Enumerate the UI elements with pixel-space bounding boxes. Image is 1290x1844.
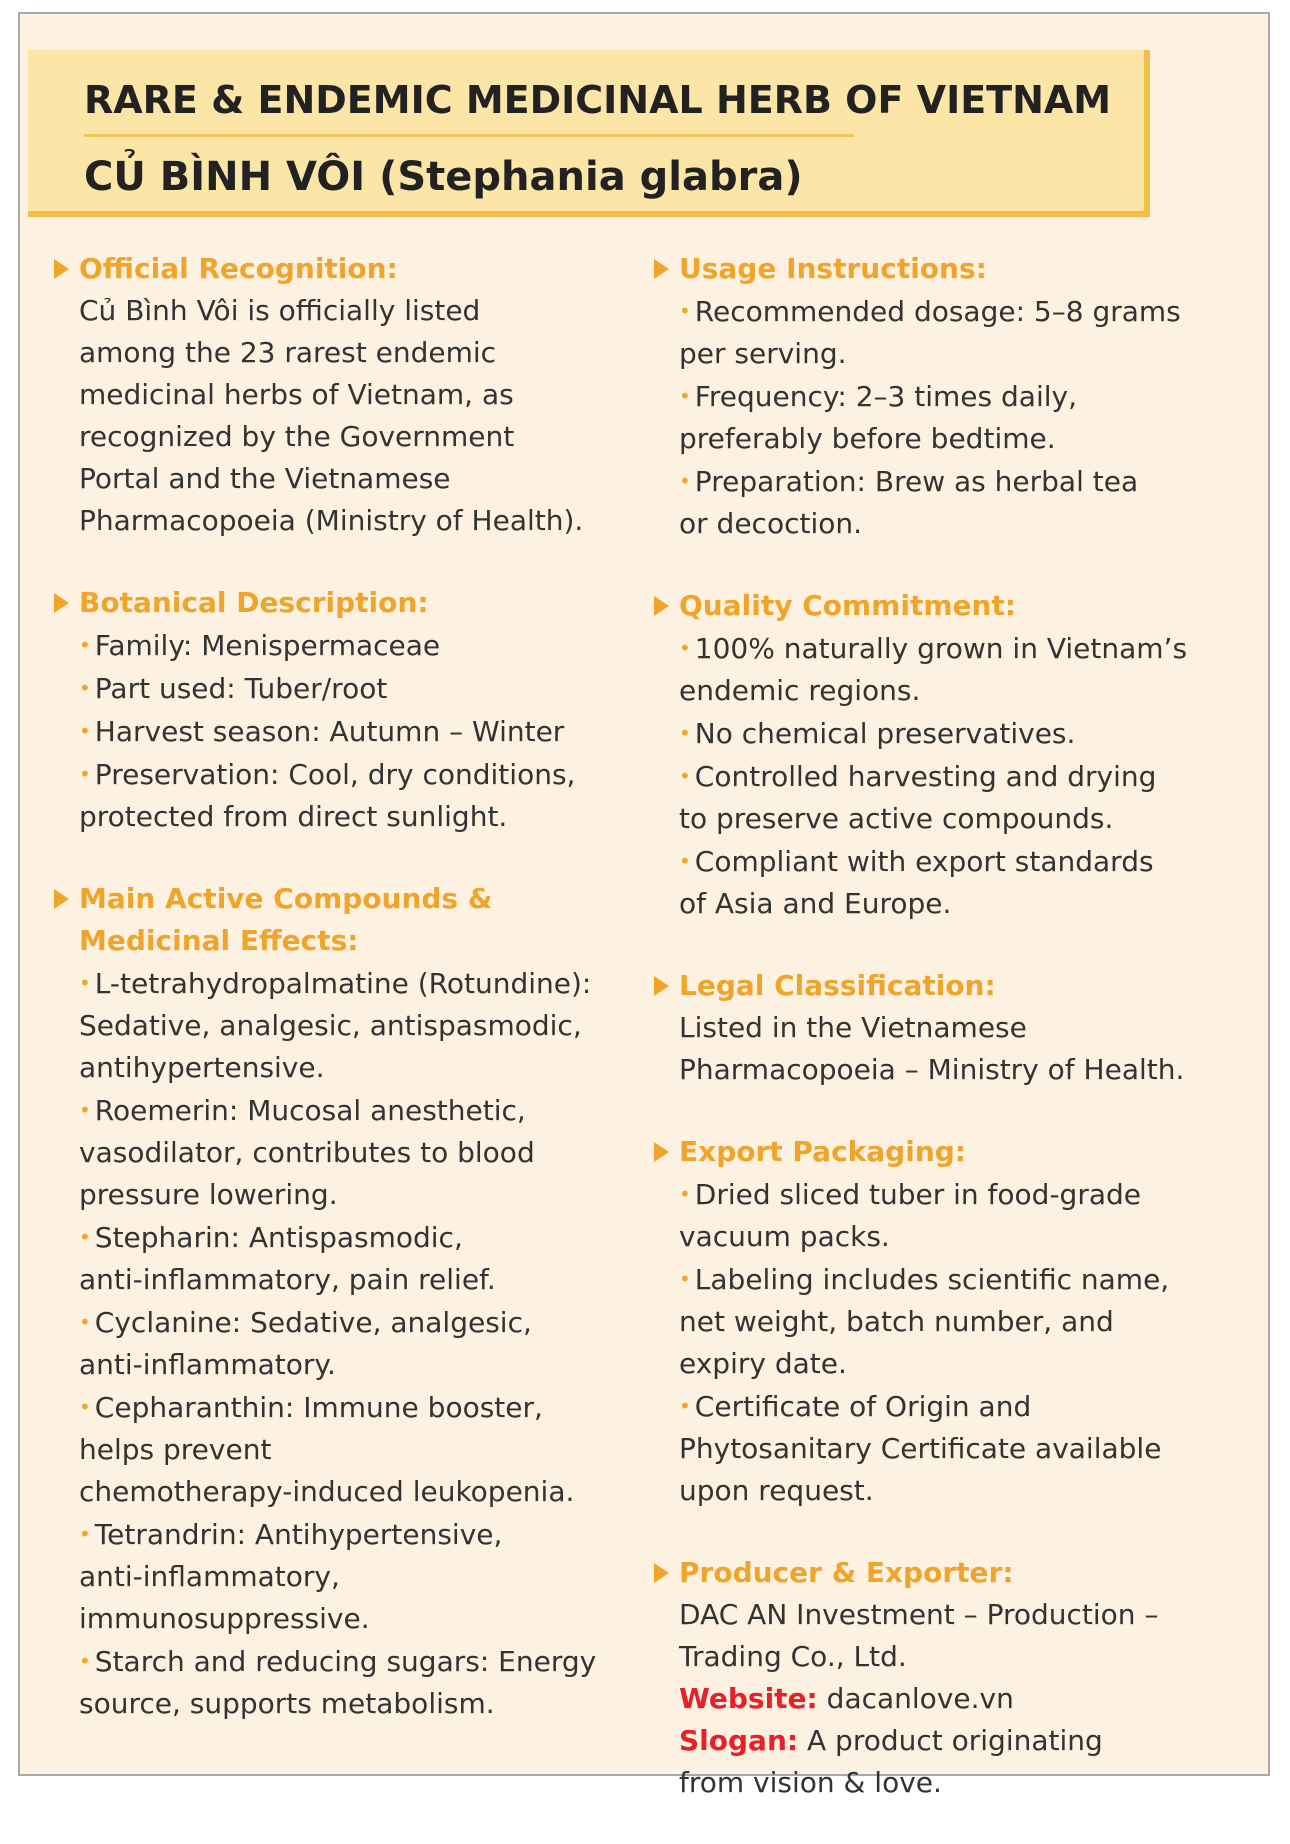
list-item: • Roemerin: Mucosal anesthetic, — [79, 1094, 526, 1127]
bullet-dot-icon: • — [679, 1182, 691, 1206]
section-title: Legal Classification: — [679, 969, 996, 1002]
section-body — [52, 290, 652, 542]
section-body — [652, 627, 1252, 925]
text-line: chemotherapy-induced leukopenia. — [79, 1475, 575, 1508]
section-title: Usage Instructions: — [679, 252, 987, 285]
triangle-bullet-icon — [54, 259, 69, 279]
website-row — [679, 1678, 1252, 1720]
text-line: pressure lowering. — [79, 1178, 338, 1211]
bullet-dot-icon: • — [79, 1522, 91, 1546]
list-item: • Recommended dosage: 5–8 grams — [679, 295, 1181, 328]
text-line: Listed in the Vietnamese — [679, 1011, 1027, 1044]
slogan-label: Slogan: — [679, 1724, 799, 1757]
triangle-bullet-icon — [654, 259, 669, 279]
section-heading — [52, 582, 652, 624]
text-line: net weight, batch number, and — [679, 1305, 1114, 1338]
text-line: medicinal herbs of Vietnam, as — [79, 378, 514, 411]
text-line: per serving. — [679, 337, 847, 370]
bullet-dot-icon: • — [79, 1225, 91, 1249]
section-title: Quality Commitment: — [679, 589, 1017, 622]
section-active-compounds — [52, 878, 652, 1725]
bullet-dot-icon: • — [679, 721, 691, 745]
text-line: upon request. — [679, 1474, 874, 1507]
text-line: endemic regions. — [679, 674, 921, 707]
banner-title: RARE & ENDEMIC MEDICINAL HERB OF VIETNAM — [84, 78, 1112, 122]
bullet-dot-icon: • — [79, 1395, 91, 1419]
right-column — [652, 248, 1252, 1844]
text-line: Phytosanitary Certificate available — [679, 1432, 1162, 1465]
list-item: • Preservation: Cool, dry conditions, — [79, 758, 576, 791]
text-line: Portal and the Vietnamese — [79, 462, 451, 495]
list-item: • Part used: Tuber/root — [79, 672, 388, 705]
text-line: helps prevent — [79, 1433, 272, 1466]
section-export-packaging — [652, 1131, 1252, 1512]
list-item: • 100% naturally grown in Vietnam’s — [679, 632, 1188, 665]
text-line: anti-inflammatory, — [79, 1560, 340, 1593]
list-item: • Labeling includes scientific name, — [679, 1263, 1170, 1296]
section-quality-commitment — [652, 585, 1252, 925]
section-title: Export Packaging: — [679, 1135, 966, 1168]
text-line: anti-inflammatory. — [79, 1348, 336, 1381]
text-line: vacuum packs. — [679, 1220, 890, 1253]
bullet-dot-icon: • — [79, 971, 91, 995]
section-body — [52, 962, 652, 1725]
bullet-dot-icon: • — [79, 1098, 91, 1122]
list-item: • Controlled harvesting and drying — [679, 760, 1157, 793]
bullet-dot-icon: • — [79, 1649, 91, 1673]
section-title: Official Recognition: — [79, 252, 398, 285]
list-item: • Stepharin: Antispasmodic, — [79, 1221, 463, 1254]
section-producer-exporter — [652, 1552, 1252, 1804]
text-line: Củ Bình Vôi is officially listed — [79, 294, 481, 327]
triangle-bullet-icon — [654, 1563, 669, 1583]
section-heading — [52, 878, 652, 962]
section-body — [652, 290, 1252, 545]
text-line: preferably before bedtime. — [679, 422, 1056, 455]
list-item: • Family: Menispermaceae — [79, 629, 441, 662]
text-line: Trading Co., Ltd. — [679, 1640, 907, 1673]
section-title: Main Active Compounds & Medicinal Effects: — [79, 882, 493, 957]
text-line: DAC AN Investment – Production – — [679, 1598, 1159, 1631]
triangle-bullet-icon — [654, 1142, 669, 1162]
text-line: immunosuppressive. — [79, 1602, 370, 1635]
text-line: to preserve active compounds. — [679, 802, 1114, 835]
bullet-dot-icon: • — [79, 633, 91, 657]
section-body — [652, 1007, 1252, 1091]
list-item: • Certificate of Origin and — [679, 1390, 1032, 1423]
banner-divider — [84, 134, 854, 137]
list-item: • Preparation: Brew as herbal tea — [679, 465, 1139, 498]
bullet-dot-icon: • — [679, 469, 691, 493]
bullet-dot-icon: • — [79, 719, 91, 743]
text-line: vasodilator, contributes to blood — [79, 1136, 535, 1169]
bullet-dot-icon: • — [79, 676, 91, 700]
section-title: Botanical Description: — [79, 586, 429, 619]
triangle-bullet-icon — [54, 889, 69, 909]
list-item: • Tetrandrin: Antihypertensive, — [79, 1518, 503, 1551]
website-link[interactable]: dacanlove.vn — [826, 1682, 1014, 1715]
triangle-bullet-icon — [654, 976, 669, 996]
bullet-dot-icon: • — [79, 1310, 91, 1334]
section-official-recognition — [52, 248, 652, 542]
text-line: protected from direct sunlight. — [79, 800, 508, 833]
text-line: antihypertensive. — [79, 1051, 325, 1084]
banner-subtitle: CỦ BÌNH VÔI (Stephania glabra) — [84, 154, 803, 200]
bullet-dot-icon: • — [679, 384, 691, 408]
text-line: of Asia and Europe. — [679, 887, 952, 920]
section-body — [652, 1594, 1252, 1804]
section-body — [52, 624, 652, 838]
section-heading — [652, 585, 1252, 627]
list-item: • Harvest season: Autumn – Winter — [79, 715, 565, 748]
list-item: • No chemical preservatives. — [679, 717, 1076, 750]
text-line: expiry date. — [679, 1347, 847, 1380]
triangle-bullet-icon — [54, 593, 69, 613]
section-heading — [652, 1131, 1252, 1173]
triangle-bullet-icon — [654, 596, 669, 616]
text-line: source, supports metabolism. — [79, 1687, 495, 1720]
text-line: Sedative, analgesic, antispasmodic, — [79, 1009, 582, 1042]
section-usage-instructions — [652, 248, 1252, 545]
text-line: from vision & love. — [679, 1766, 942, 1799]
bullet-dot-icon: • — [679, 1267, 691, 1291]
section-body — [652, 1173, 1252, 1512]
slogan-text: A product originating — [806, 1724, 1103, 1757]
list-item: • L-tetrahydropalmatine (Rotundine): — [79, 967, 592, 1000]
list-item: • Frequency: 2–3 times daily, — [679, 380, 1077, 413]
website-label: Website: — [679, 1682, 818, 1715]
text-line: anti-inflammatory, pain relief. — [79, 1263, 496, 1296]
bullet-dot-icon: • — [679, 636, 691, 660]
left-column — [52, 248, 652, 1765]
text-line: Pharmacopoeia – Ministry of Health. — [679, 1053, 1185, 1086]
slogan-row — [679, 1720, 1252, 1762]
section-heading — [652, 1552, 1252, 1594]
text-line: or decoction. — [679, 507, 862, 540]
bullet-dot-icon: • — [79, 762, 91, 786]
text-line: recognized by the Government — [79, 420, 515, 453]
text-line: among the 23 rarest endemic — [79, 336, 497, 369]
section-legal-classification — [652, 965, 1252, 1091]
section-heading — [652, 965, 1252, 1007]
list-item: • Cyclanine: Sedative, analgesic, — [79, 1306, 532, 1339]
bullet-dot-icon: • — [679, 764, 691, 788]
bullet-dot-icon: • — [679, 1394, 691, 1418]
section-botanical-description — [52, 582, 652, 838]
bullet-dot-icon: • — [679, 849, 691, 873]
bullet-dot-icon: • — [679, 299, 691, 323]
list-item: • Cepharanthin: Immune booster, — [79, 1391, 543, 1424]
title-banner — [28, 50, 1150, 217]
list-item: • Starch and reducing sugars: Energy — [79, 1645, 597, 1678]
section-heading — [652, 248, 1252, 290]
list-item: • Dried sliced tuber in food-grade — [679, 1178, 1141, 1211]
section-title: Producer & Exporter: — [679, 1556, 1014, 1589]
list-item: • Compliant with export standards — [679, 845, 1154, 878]
text-line: Pharmacopoeia (Ministry of Health). — [79, 504, 584, 537]
section-heading — [52, 248, 652, 290]
